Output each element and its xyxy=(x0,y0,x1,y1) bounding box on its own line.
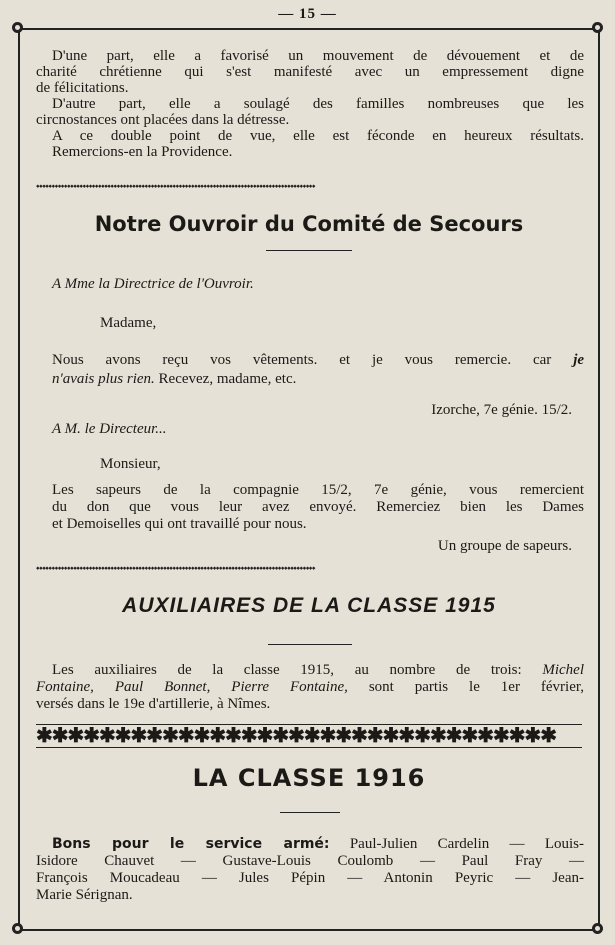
aux-line2-b: sont partis le 1er février, xyxy=(368,679,584,695)
bottom-rule xyxy=(18,929,598,931)
classe-lead: Bons pour le service armé: xyxy=(52,836,330,852)
auxiliaires-paragraph xyxy=(36,662,584,713)
section-title-classe-1916: LA CLASSE 1916 xyxy=(192,764,426,792)
intro-line: de félicitations. xyxy=(36,80,129,96)
classe-line4: Marie Sérignan. xyxy=(36,887,133,903)
letter1-body xyxy=(52,352,584,387)
title-underline xyxy=(280,812,340,813)
letter2-line: du don que vous leur avez envoyé. Remerciez bien les Dames xyxy=(52,499,584,515)
letter2-line: et Demoiselles qui ont travaillé pour nous. xyxy=(52,516,307,532)
corner-ornament-tr xyxy=(592,22,603,33)
letter2-address: A M. le Directeur... xyxy=(52,421,167,437)
section-title-auxiliaires: AUXILIAIRES DE LA CLASSE 1915 xyxy=(122,594,496,617)
right-rule xyxy=(598,28,600,929)
intro-line: D'une part, elle a favorisé un mouvement de dévouement et de xyxy=(52,48,584,64)
corner-ornament-bl xyxy=(12,923,23,934)
section-title-ouvroir: Notre Ouvroir du Comité de Secours xyxy=(94,212,524,236)
letter1-salutation: Madame, xyxy=(100,315,157,331)
classe-1916-paragraph xyxy=(36,836,584,904)
aux-line2-a: Fontaine, Paul Bonnet, Pierre Fontaine, xyxy=(36,679,348,695)
intro-line: A ce double point de vue, elle est féconde en heureux résultats. xyxy=(52,128,584,144)
letter2-salutation: Monsieur, xyxy=(100,456,161,472)
aux-line1-a: Les auxiliaires de la classe 1915, au nombre de trois: xyxy=(52,662,522,678)
letter1-body-a: Nous avons reçu vos vêtements. et je vous remercie. car xyxy=(52,352,552,368)
ornamental-divider: ⬩⬩⬩⬩⬩⬩⬩⬩⬩⬩⬩⬩⬩⬩⬩⬩⬩⬩⬩⬩⬩⬩⬩⬩⬩⬩⬩⬩⬩⬩⬩⬩⬩⬩⬩⬩⬩⬩⬩⬩⬩⬩⬩⬩⬩⬩⬩⬩⬩⬩⬩⬩⬩⬩⬩⬩⬩⬩⬩⬩⬩⬩⬩⬩⬩⬩⬩⬩⬩⬩⬩⬩⬩⬩⬩⬩⬩⬩⬩⬩⬩⬩⬩⬩⬩⬩⬩⬩⬩⬩ xyxy=(36,182,315,192)
intro-paragraph xyxy=(36,48,584,160)
star-divider: ✱✱✱✱✱✱✱✱✱✱✱✱✱✱✱✱✱✱✱✱✱✱✱✱✱✱✱✱✱✱✱✱✱ xyxy=(36,724,582,748)
aux-line1-b: Michel xyxy=(542,662,584,678)
intro-line: D'autre part, elle a soulagé des familles nombreuses que les xyxy=(52,96,584,112)
intro-line: Remercions-en la Providence. xyxy=(52,144,233,160)
intro-line: charité chrétienne qui s'est manifesté avec un empressement digne xyxy=(36,64,584,80)
aux-line3: versés dans le 19e d'artillerie, à Nîmes. xyxy=(36,696,271,712)
letter2-body xyxy=(52,482,584,533)
letter1-signature: Izorche, 7e génie. 15/2. xyxy=(431,402,572,418)
corner-ornament-br xyxy=(592,923,603,934)
letter1-body-c: n'avais plus rien. xyxy=(52,371,155,387)
page-number: — 15 — xyxy=(278,6,337,22)
classe-line2: Isidore Chauvet — Gustave-Louis Coulomb — Paul Fray — xyxy=(36,853,584,869)
letter1-body-b: je xyxy=(573,352,585,368)
left-rule xyxy=(18,28,20,929)
letter1-address: A Mme la Directrice de l'Ouvroir. xyxy=(52,276,254,292)
title-underline xyxy=(266,250,352,251)
title-underline xyxy=(268,644,352,645)
top-rule xyxy=(18,28,598,30)
classe-line1: Paul-Julien Cardelin — Louis- xyxy=(349,836,585,852)
letter2-line: Les sapeurs de la compagnie 15/2, 7e génie, vous remercient xyxy=(52,482,584,498)
classe-line3: François Moucadeau — Jules Pépin — Antonin Peyric — Jean- xyxy=(36,870,584,886)
corner-ornament-tl xyxy=(12,22,23,33)
letter1-body-d: Recevez, madame, etc. xyxy=(158,371,297,387)
letter2-signature: Un groupe de sapeurs. xyxy=(437,538,572,554)
ornamental-divider: ⬩⬩⬩⬩⬩⬩⬩⬩⬩⬩⬩⬩⬩⬩⬩⬩⬩⬩⬩⬩⬩⬩⬩⬩⬩⬩⬩⬩⬩⬩⬩⬩⬩⬩⬩⬩⬩⬩⬩⬩⬩⬩⬩⬩⬩⬩⬩⬩⬩⬩⬩⬩⬩⬩⬩⬩⬩⬩⬩⬩⬩⬩⬩⬩⬩⬩⬩⬩⬩⬩⬩⬩⬩⬩⬩⬩⬩⬩⬩⬩⬩⬩⬩⬩⬩⬩⬩⬩⬩⬩ xyxy=(36,564,315,574)
intro-line: circnostances ont placées dans la détresse. xyxy=(36,112,290,128)
